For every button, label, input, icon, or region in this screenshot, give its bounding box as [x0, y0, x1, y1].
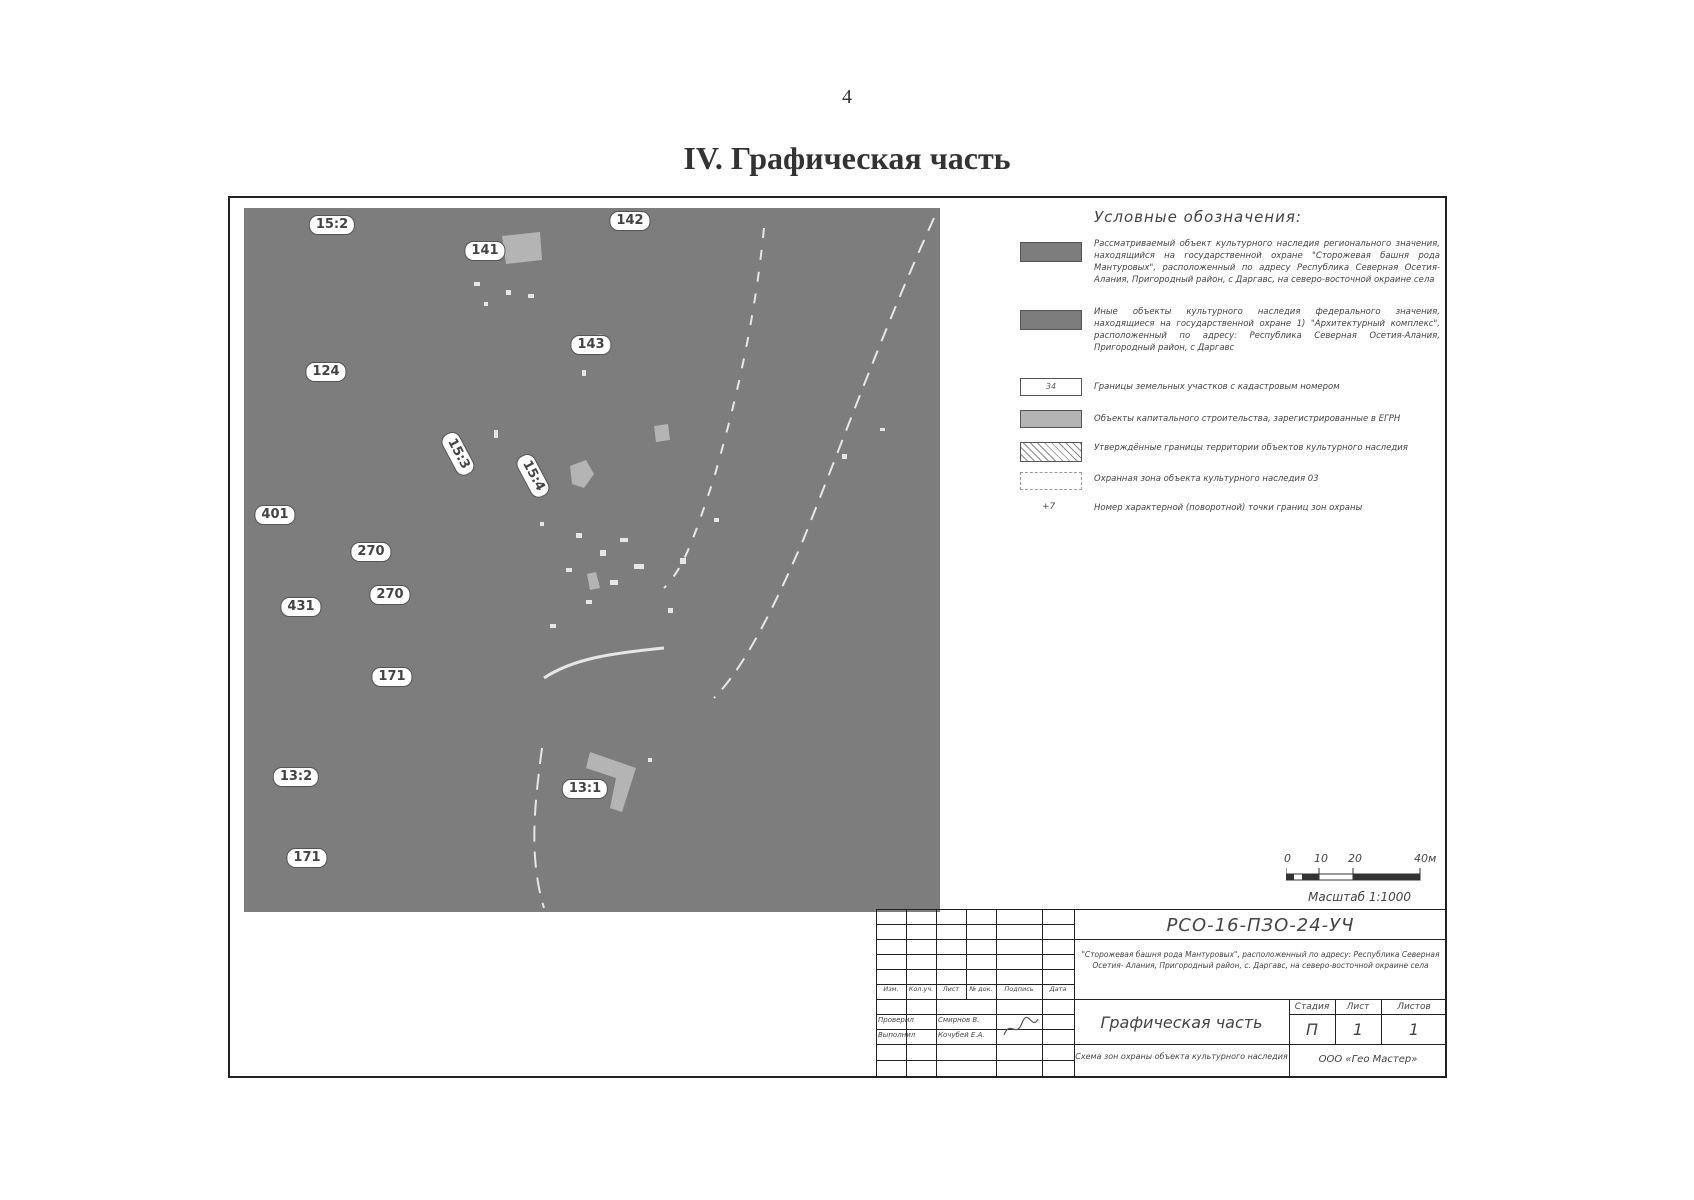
stage-value: П: [1305, 1020, 1319, 1039]
parcel-label: 171: [286, 848, 327, 868]
parcel-label: 431: [280, 597, 321, 617]
parcel-label: 124: [305, 362, 346, 382]
sheet-value: 1: [1352, 1020, 1364, 1039]
parcel-label: 142: [609, 211, 650, 231]
stamp-grid-line: [936, 909, 937, 1077]
stamp-grid-line: [1074, 939, 1447, 940]
stamp-grid-line: [996, 909, 997, 1077]
object-description: "Сторожевая башня рода Мантуровых", расположенный по адресу: Республика Северная Осетия- Алания, Пригородный район, с. Даргавс, на северо-восточной окраине села: [1081, 950, 1440, 970]
parcel-label: 15:3: [438, 429, 477, 479]
stamp-grid-line: [876, 999, 1447, 1000]
map-canvas: [244, 208, 940, 912]
column-header: Изм.: [883, 985, 899, 993]
dark-fill-swatch: [1020, 242, 1082, 262]
satellite-map: [244, 208, 940, 912]
map-background: [244, 208, 940, 912]
outline-number-swatch: 34: [1020, 378, 1082, 396]
scale-tick-label: 0: [1284, 852, 1291, 865]
stamp-grid-line: [876, 1029, 1074, 1030]
building-east: [654, 424, 670, 442]
legend-item-text: Границы земельных участков с кадастровым номером: [1094, 382, 1340, 392]
turning-point-swatch: +7: [1042, 502, 1056, 512]
legend-item-text: Иные объекты культурного наследия федерального значения, находящиеся на государственной охране 1) "Архитектурный комплекс", расположенный по адресу: Республика Северная Осетия-Алания, Пригородный район, с Даргавс: [1094, 307, 1440, 353]
parcel-label: 13:2: [273, 767, 319, 787]
document-code: РСО-16-ПЗО-24-УЧ: [1166, 915, 1355, 936]
signature-mark: [1002, 1013, 1040, 1043]
stamp-grid-line: [876, 939, 1074, 940]
legend-item-text: Рассматриваемый объект культурного наследия регионального значения, находящийся на государственной охране "Сторожевая башня рода Мантуровых", расположенный по адресу Республика Северная Осетия- Алания, Пригородный район, с Даргавс, на северо-восточной окраине села: [1094, 239, 1440, 285]
column-header: № док.: [969, 985, 993, 993]
column-header: Лист: [942, 985, 960, 993]
sheets-value: 1: [1408, 1020, 1420, 1039]
title-block: [876, 909, 1447, 1077]
dark-fill-swatch: [1020, 310, 1082, 330]
parcel-label: 270: [350, 542, 391, 562]
checked-label: Проверил: [878, 1016, 914, 1024]
crosshatch-swatch: [1020, 442, 1082, 462]
stamp-grid-line: [876, 1060, 1074, 1061]
light-fill-swatch: [1020, 410, 1082, 428]
sheet-header: Лист: [1346, 1002, 1370, 1012]
stamp-grid-line: [1042, 909, 1043, 1077]
stamp-grid-line: [876, 924, 1074, 925]
stamp-grid-line: [906, 909, 907, 1077]
scale-tick-label: 10: [1314, 852, 1328, 865]
stamp-grid-line: [1289, 1014, 1447, 1015]
parcel-label: 15:2: [309, 215, 355, 235]
stamp-border: [876, 909, 1447, 910]
legend-item-text: Утверждённые границы территории объектов культурного наследия: [1094, 443, 1408, 453]
page-number: 4: [842, 86, 852, 108]
legend-item-text: Охранная зона объекта культурного наследия 03: [1094, 474, 1319, 484]
stamp-border: [876, 909, 877, 1077]
sheets-header: Листов: [1397, 1002, 1431, 1012]
stamp-grid-line: [876, 954, 1074, 955]
scale-tick-label: 20: [1348, 852, 1362, 865]
scheme-name: Схема зон охраны объекта культурного наследия: [1075, 1052, 1288, 1061]
parcel-label: 15:4: [513, 451, 552, 501]
parcel-label: 171: [371, 667, 412, 687]
column-header: Подпись: [1004, 985, 1034, 993]
made-name: Кочубей Е.А.: [938, 1031, 985, 1039]
column-header: Дата: [1049, 985, 1067, 993]
building-141: [502, 232, 542, 264]
parcel-label: 13:1: [562, 779, 608, 799]
column-header: Кол.уч.: [908, 985, 934, 993]
stage-header: Стадия: [1294, 1002, 1330, 1012]
stamp-grid-line: [876, 1014, 1074, 1015]
section-title: IV. Графическая часть: [683, 140, 1011, 176]
stamp-grid-line: [876, 969, 1074, 970]
made-label: Выполнил: [878, 1031, 916, 1039]
organization-name: ООО «Гео Мастер»: [1318, 1054, 1418, 1065]
checked-name: Смирнов В.: [938, 1016, 980, 1024]
legend-item-text: Номер характерной (поворотной) точки границ зон охраны: [1094, 503, 1363, 513]
scale-ruler: [1286, 868, 1422, 884]
legend-title: Условные обозначения:: [1094, 208, 1302, 226]
legend-item-text: Объекты капитального строительства, зарегистрированные в ЕГРН: [1094, 414, 1401, 424]
stamp-grid-line: [876, 1044, 1074, 1045]
section-name: Графическая часть: [1100, 1013, 1263, 1032]
parcel-label: 143: [570, 335, 611, 355]
parcel-label: 141: [464, 241, 505, 261]
parcel-label: 270: [369, 585, 410, 605]
stamp-grid-line: [1074, 1044, 1447, 1045]
scale-tick-label: 40м: [1414, 852, 1437, 865]
scale-bar: [1284, 852, 1440, 912]
parcel-label: 401: [254, 505, 295, 525]
dotted-zone-swatch: [1020, 472, 1082, 490]
scale-caption: Масштаб 1:1000: [1308, 890, 1412, 904]
